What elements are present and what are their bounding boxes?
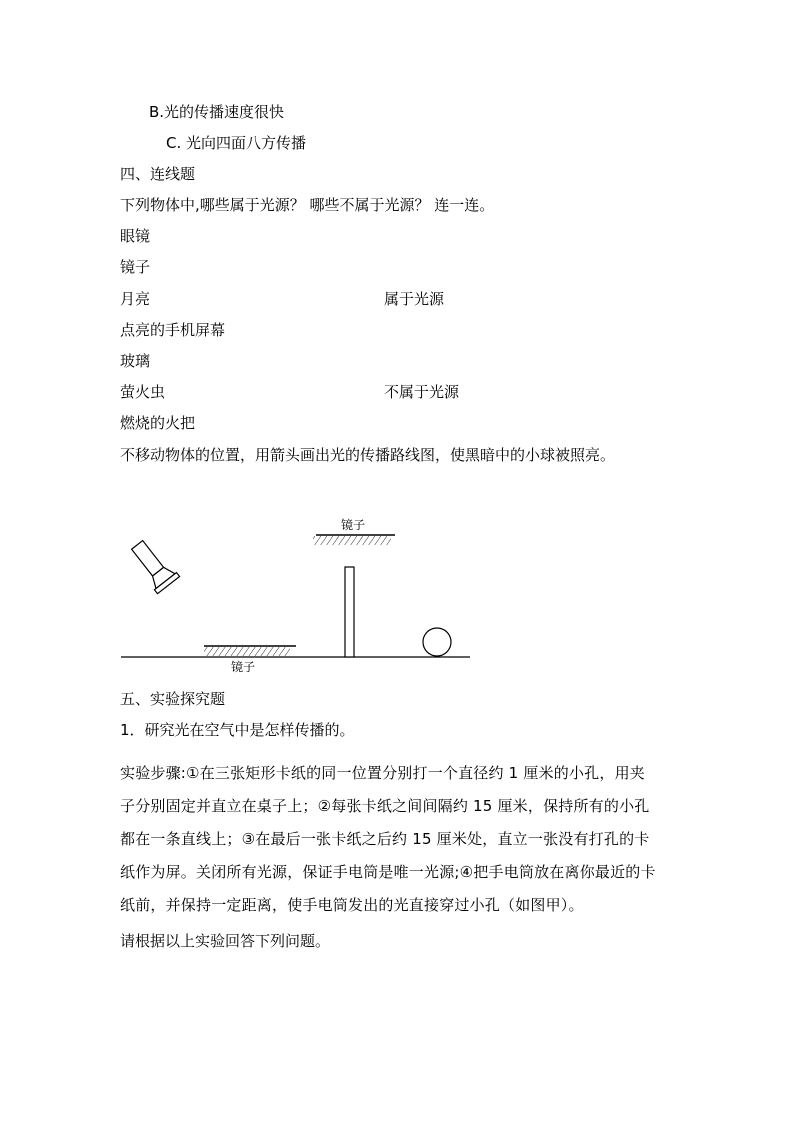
steps-line: 纸前，并保持一定距离，使手电筒发出的光直接穿过小孔（如图甲）。 [120, 896, 584, 914]
left-item: 镜子 [120, 258, 151, 276]
steps-line: 实验步骤:①在三张矩形卡纸的同一位置分别打一个直径约 1 厘米的小孔，用夹 [120, 764, 645, 782]
flashlight-icon [126, 536, 179, 593]
mirror-label-top: 镜子 [341, 518, 366, 532]
right-item: 不属于光源 [384, 383, 460, 401]
left-item: 点亮的手机屏幕 [120, 321, 226, 339]
left-item: 月亮 [120, 290, 151, 308]
option-b: B.光的传播速度很快 [149, 103, 285, 121]
experiment-steps [120, 757, 680, 922]
section-4-title: 四、连线题 [120, 165, 196, 183]
left-item: 玻璃 [120, 352, 151, 370]
right-item: 属于光源 [384, 290, 445, 308]
drawing-task: 不移动物体的位置，用箭头画出光的传播路线图，使黑暗中的小球被照亮。 [120, 446, 616, 464]
left-item: 燃烧的火把 [120, 414, 196, 432]
section-4-question: 下列物体中,哪些属于光源？ 哪些不属于光源？ 连一连。 [120, 196, 495, 214]
vertical-board [345, 567, 354, 657]
steps-line: 都在一条直线上；③在最后一张卡纸之后约 15 厘米处，直立一张没有打孔的卡 [120, 830, 650, 848]
steps-line: 子分别固定并直立在桌子上；②每张卡纸之间间隔约 15 厘米，保持所有的小孔 [120, 797, 650, 815]
mirror-label-bottom: 镜子 [231, 660, 256, 674]
left-item: 眼镜 [120, 227, 151, 245]
option-c: C. 光向四面八方传播 [166, 134, 307, 152]
bottom-mirror [204, 646, 296, 656]
section-5-item-1: 1．研究光在空气中是怎样传播的。 [120, 721, 355, 739]
section-5-title: 五、实验探究题 [120, 690, 226, 708]
left-item: 萤火虫 [120, 383, 166, 401]
steps-line: 纸作为屏。关闭所有光源，保证手电筒是唯一光源;④把手电筒放在离你最近的卡 [120, 863, 656, 881]
ball [423, 628, 451, 656]
closing-instruction: 请根据以上实验回答下列问题。 [120, 932, 331, 950]
top-mirror [313, 535, 395, 545]
